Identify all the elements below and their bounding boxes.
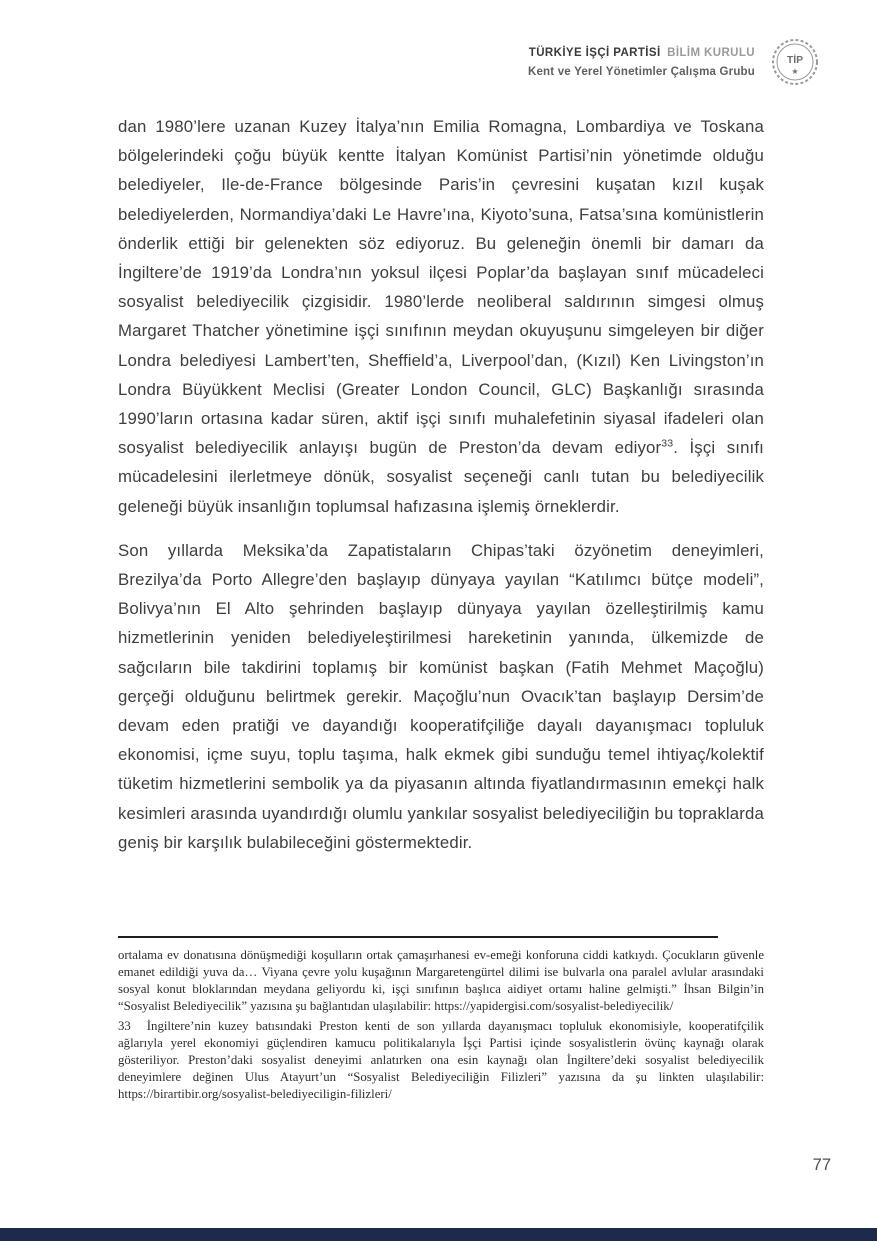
logo-text: TİP [786, 54, 804, 66]
header-org-unit: BİLİM KURULU [667, 46, 755, 59]
footnote-link-birartibir[interactable]: https://birartibir.org/sosyalist-belediyeciligin-filizleri/ [118, 1087, 392, 1101]
footer-accent-bar [0, 1228, 877, 1241]
footnote-33 [118, 1018, 764, 1103]
star-icon: ★ [791, 67, 799, 76]
page-body [118, 112, 764, 857]
footnote-number: 33 [118, 1019, 131, 1033]
footnotes-section [118, 936, 764, 1103]
header-subtitle: Kent ve Yerel Yönetimler Çalışma Grubu [527, 65, 755, 78]
paragraph-1 [118, 112, 764, 521]
paragraph-2: Son yıllarda Meksika’da Zapatistaların Chipas’taki özyönetim deneyimleri, Brezilya’da Porto Allegre’den başlayıp dünyaya yayılan “Katılımcı bütçe modeli”, Bolivya’nın El Alto şehrinden başlayıp dünyaya yayılan özelleştirilmiş kamu hizmetlerinin yeniden belediyeleştirilmesi hareketinin yanında, ülkemizde de sağcıların bile takdirini toplamış bir komünist başkan (Fatih Mehmet Maçoğlu) gerçeği olduğunu belirtmek gerekir. Maçoğlu’nun Ovacık’tan başlayıp Dersim’de devam eden pratiği ve dayandığı kooperatifçiliğe dayalı dayanışmacı topluluk ekonomisi, içme suyu, toplu taşıma, halk ekmek gibi sunduğu temel ihtiyaç/kolektif tüketim hizmetlerini sembolik ya da piyasanın altında fiyatlandırmasının emekçi halk kesimleri arasında uyandırdığı olumlu yankılar sosyalist belediyeciliğin bu topraklarda geniş bir karşılık bulabileceğini göstermektedir. [118, 540, 764, 852]
page-number: 77 [812, 1156, 831, 1174]
footnote-ref-33[interactable]: 33 [661, 437, 674, 450]
paragraph-text: . İşçi sınıfı mücadelesini ilerletmeye dönük, sosyalist seçeneği canlı tutan bu belediyecilik geleneği büyük insanlığın toplumsal hafızasına işlemiş örneklerdir. [118, 438, 764, 516]
footnote-divider [118, 936, 718, 938]
paragraph-text: dan 1980’lere uzanan Kuzey İtalya’nın Emilia Romagna, Lombardiya ve Toskana bölgelerindeki çoğu büyük kentte İtalyan Komünist Partisi’nin yönetimde olduğu belediyeler, Ile-de-France bölgesinde Paris’in çevresini kuşatan kızıl kuşak belediyelerden, Normandiya’daki Le Havre’ına, Kiyoto’suna, Fatsa’sına komünistlerin önderlik ettiği bir gelenekten söz ediyoruz. Bu geleneğin önemli bir damarı da İngiltere’de 1919’da Londra’nın yoksul ilçesi Poplar’da başlayan sınıf mücadeleci sosyalist belediyecilik çizgisidir. 1980’lerde neoliberal saldırının simgesi olmuş Margaret Thatcher yönetimine işçi sınıfının meydan okuyuşunu simgeleyen bir diğer Londra belediyesi Lambert’ten, Sheffield’a, Liverpool’dan, (Kızıl) Ken Livingston’ın Londra Büyükkent Meclisi (Greater London Council, GLC) Başkanlığı sırasında 1990’ların ortasına kadar süren, aktif işçi sınıfı muhalefetinin siyasal ifadeleri olan sosyalist belediyecilik anlayışı bugün de Preston’da devam ediyor [118, 117, 764, 458]
footnote-text: İngiltere’nin kuzey batısındaki Preston kenti de son yıllarda dayanışmacı topluluk ekonomisiyle, kooperatifçilik ağlarıyla yerel ekonomiyi güçlendiren kamucu politikalarıyla İşçi Partisi içinde sosyalistlerin övünç kaynağı olarak gösteriliyor. Preston’daki sosyalist deneyimi anlatırken ona esin kaynağı olan İngiltere’deki sosyalist belediyecilik deneyimlere değinen Ulus Atayurt’un “Sosyalist Belediyeciliğin Filizleri” yazısına da şu linkten ulaşılabilir: [118, 1019, 764, 1084]
footnote-link-yapidergisi[interactable]: https://yapidergisi.com/sosyalist-belediyecilik/ [434, 999, 674, 1013]
header-text-block [528, 47, 755, 78]
footnote-continuation [118, 947, 764, 1015]
tip-party-seal-icon [771, 38, 819, 86]
header-org-line [528, 47, 755, 59]
header-org-name: TÜRKİYE İŞÇİ PARTİSİ [528, 46, 661, 59]
page-header [528, 38, 819, 86]
footnote-text: ortalama ev donatısına dönüşmediği koşulların ortak çamaşırhanesi ev-emeği konforuna ciddi katkıydı. Çocukların güvenle emanet edildiği yuva da… Viyana çevre yolu kuşağının Margaretengürtel dilimi ise bulvarla ona paralel avlular arasındaki sosyal konut bloklarından meydana geliyordu ki, işçi sınıfının başlıca aidiyet ortamı haline gelmişti.” İhsan Bilgin’in “Sosyalist Belediyecilik” yazısına şu bağlantıdan ulaşılabilir: [118, 948, 764, 1013]
